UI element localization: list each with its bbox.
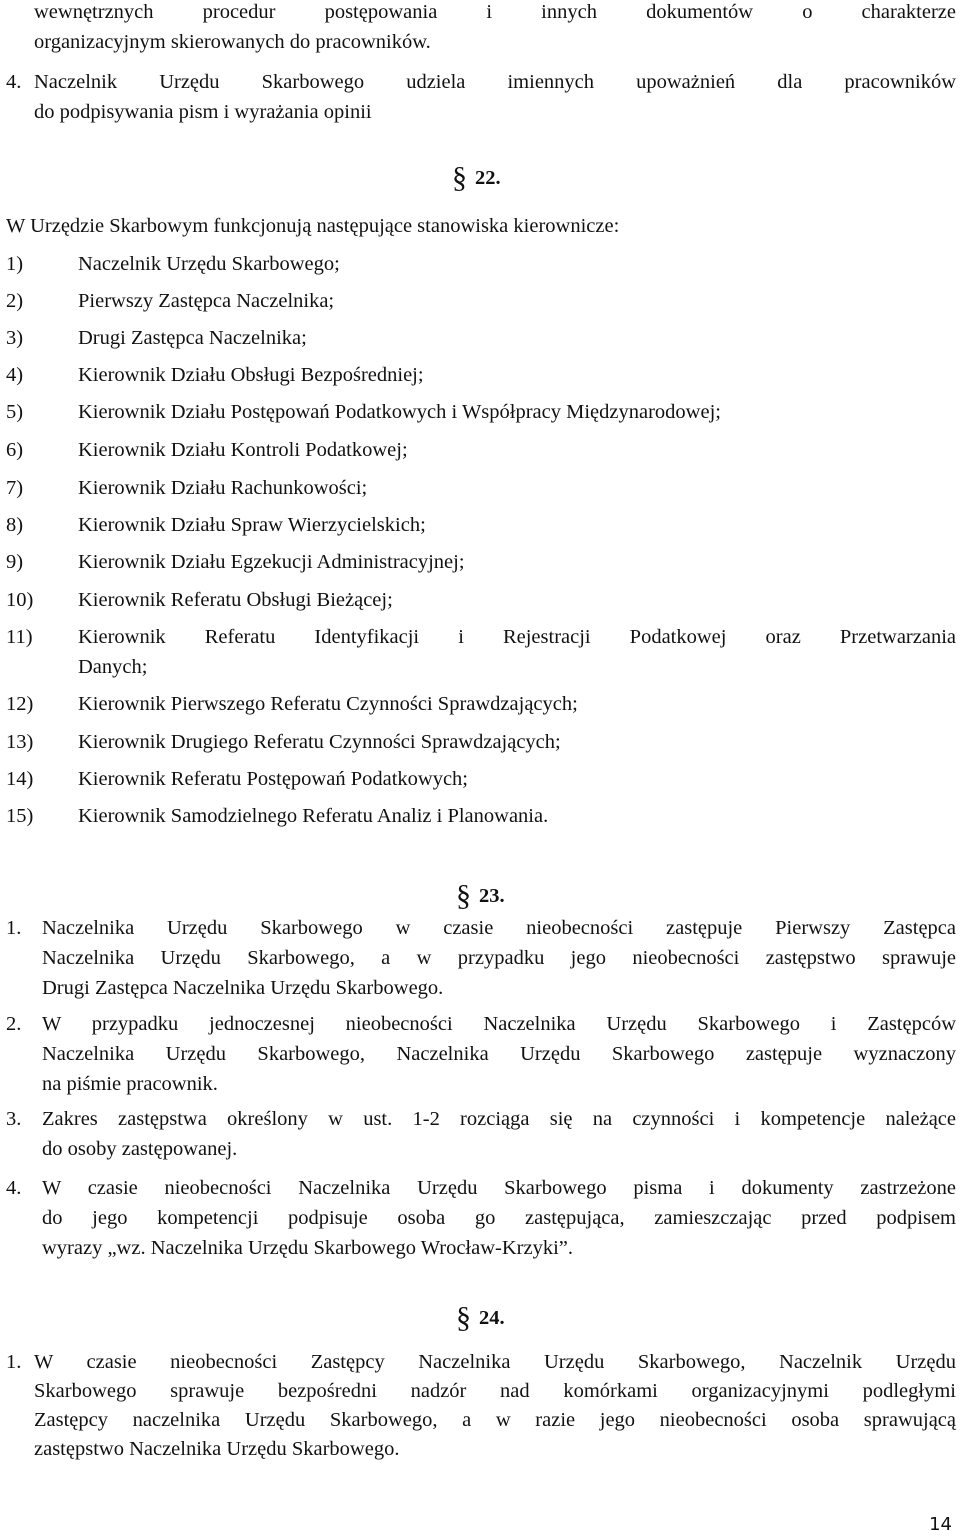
paragraph-number: 3. — [6, 1108, 22, 1130]
list-item-text: Kierownik Działu Postępowań Podatkowych i Współpracy Międzynarodowej; — [78, 401, 721, 423]
list-item-number: 11) — [6, 626, 33, 648]
list-item-text: Kierownik Referatu Identyfikacji i Rejestracji Podatkowej oraz Przetwarzania — [78, 626, 956, 648]
paragraph-line: W czasie nieobecności Naczelnika Urzędu Skarbowego pisma i dokumenty zastrzeżone — [42, 1177, 956, 1199]
list-item-text: Pierwszy Zastępca Naczelnika; — [78, 290, 335, 312]
item-4-line-2: do podpisywania pism i wyrażania opinii — [34, 101, 372, 123]
list-item-number: 2) — [6, 290, 24, 312]
list-item-number: 7) — [6, 477, 24, 499]
paragraph-line: Naczelnika Urzędu Skarbowego w czasie nieobecności zastępuje Pierwszy Zastępca — [42, 917, 956, 939]
continuation-line-2: organizacyjnym skierowanych do pracowników. — [34, 31, 431, 53]
item-4-line-1: Naczelnik Urzędu Skarbowego udziela imiennych upoważnień dla pracowników — [34, 71, 956, 93]
list-item-number: 4) — [6, 364, 24, 386]
list-item-text: Kierownik Drugiego Referatu Czynności Sprawdzających; — [78, 731, 561, 753]
paragraph-line: Zakres zastępstwa określony w ust. 1-2 rozciąga się na czynności i kompetencje należące — [42, 1108, 956, 1130]
list-item-text: Kierownik Działu Rachunkowości; — [78, 477, 368, 499]
paragraph-line: W czasie nieobecności Zastępcy Naczelnika Urzędu Skarbowego, Naczelnik Urzędu — [34, 1351, 956, 1373]
paragraph-line: zastępstwo Naczelnika Urzędu Skarbowego. — [34, 1438, 400, 1460]
list-item-number: 15) — [6, 805, 34, 827]
paragraph-line: do osoby zastępowanej. — [42, 1138, 238, 1160]
paragraph-line: Skarbowego sprawuje bezpośredni nadzór nad komórkami organizacyjnymi podległymi — [34, 1380, 956, 1402]
section-symbol: § — [452, 161, 467, 194]
paragraph-line: na piśmie pracownik. — [42, 1073, 218, 1095]
list-item-text: Kierownik Referatu Postępowań Podatkowych; — [78, 768, 468, 790]
list-item-text-continued: Danych; — [78, 656, 148, 678]
paragraph-number: 1. — [6, 1351, 22, 1373]
section-22-heading — [452, 158, 501, 192]
list-item-text: Kierownik Samodzielnego Referatu Analiz i Planowania. — [78, 805, 549, 827]
paragraph-line: Zastępcy naczelnika Urzędu Skarbowego, a w razie jego nieobecności osoba sprawującą — [34, 1409, 956, 1431]
list-item-number: 10) — [6, 589, 34, 611]
paragraph-number: 1. — [6, 917, 22, 939]
paragraph-line: Naczelnika Urzędu Skarbowego, a w przypadku jego nieobecności zastępstwo sprawuje — [42, 947, 956, 969]
paragraph-number: 4. — [6, 1177, 22, 1199]
section-number: 24. — [479, 1307, 505, 1329]
section-symbol: § — [456, 1301, 471, 1334]
section-number: 22. — [475, 167, 501, 189]
section-24-heading — [456, 1298, 505, 1332]
list-item-text: Kierownik Działu Egzekucji Administracyjnej; — [78, 551, 465, 573]
list-item-number: 13) — [6, 731, 34, 753]
paragraph-line: Drugi Zastępca Naczelnika Urzędu Skarbowego. — [42, 977, 444, 999]
paragraph-line: do jego kompetencji podpisuje osoba go zastępująca, zamieszczając przed podpisem — [42, 1207, 956, 1229]
section-symbol: § — [456, 879, 471, 912]
list-item-text: Kierownik Działu Kontroli Podatkowej; — [78, 439, 408, 461]
paragraph-number: 2. — [6, 1013, 22, 1035]
list-item-text: Naczelnik Urzędu Skarbowego; — [78, 253, 340, 275]
page-number: 14 — [929, 1514, 952, 1535]
list-item-number: 1) — [6, 253, 24, 275]
list-item-text: Kierownik Działu Obsługi Bezpośredniej; — [78, 364, 424, 386]
section-23-heading — [456, 876, 505, 910]
item-4-number: 4. — [6, 71, 22, 93]
list-item-text: Kierownik Referatu Obsługi Bieżącej; — [78, 589, 393, 611]
list-item-number: 5) — [6, 401, 24, 423]
list-item-number: 12) — [6, 693, 34, 715]
list-item-text: Drugi Zastępca Naczelnika; — [78, 327, 307, 349]
list-item-number: 14) — [6, 768, 34, 790]
section-22-intro: W Urzędzie Skarbowym funkcjonują następujące stanowiska kierownicze: — [6, 215, 620, 237]
section-number: 23. — [479, 885, 505, 907]
list-item-text: Kierownik Działu Spraw Wierzycielskich; — [78, 514, 426, 536]
list-item-number: 8) — [6, 514, 24, 536]
paragraph-line: Naczelnika Urzędu Skarbowego, Naczelnika Urzędu Skarbowego zastępuje wyznaczony — [42, 1043, 956, 1065]
continuation-line-1: wewnętrznych procedur postępowania i innych dokumentów o charakterze — [34, 1, 956, 23]
list-item-number: 6) — [6, 439, 24, 461]
list-item-text: Kierownik Pierwszego Referatu Czynności Sprawdzających; — [78, 693, 578, 715]
list-item-number: 9) — [6, 551, 24, 573]
paragraph-line: wyrazy „wz. Naczelnika Urzędu Skarbowego Wrocław-Krzyki”. — [42, 1237, 573, 1259]
list-item-number: 3) — [6, 327, 24, 349]
paragraph-line: W przypadku jednoczesnej nieobecności Naczelnika Urzędu Skarbowego i Zastępców — [42, 1013, 956, 1035]
